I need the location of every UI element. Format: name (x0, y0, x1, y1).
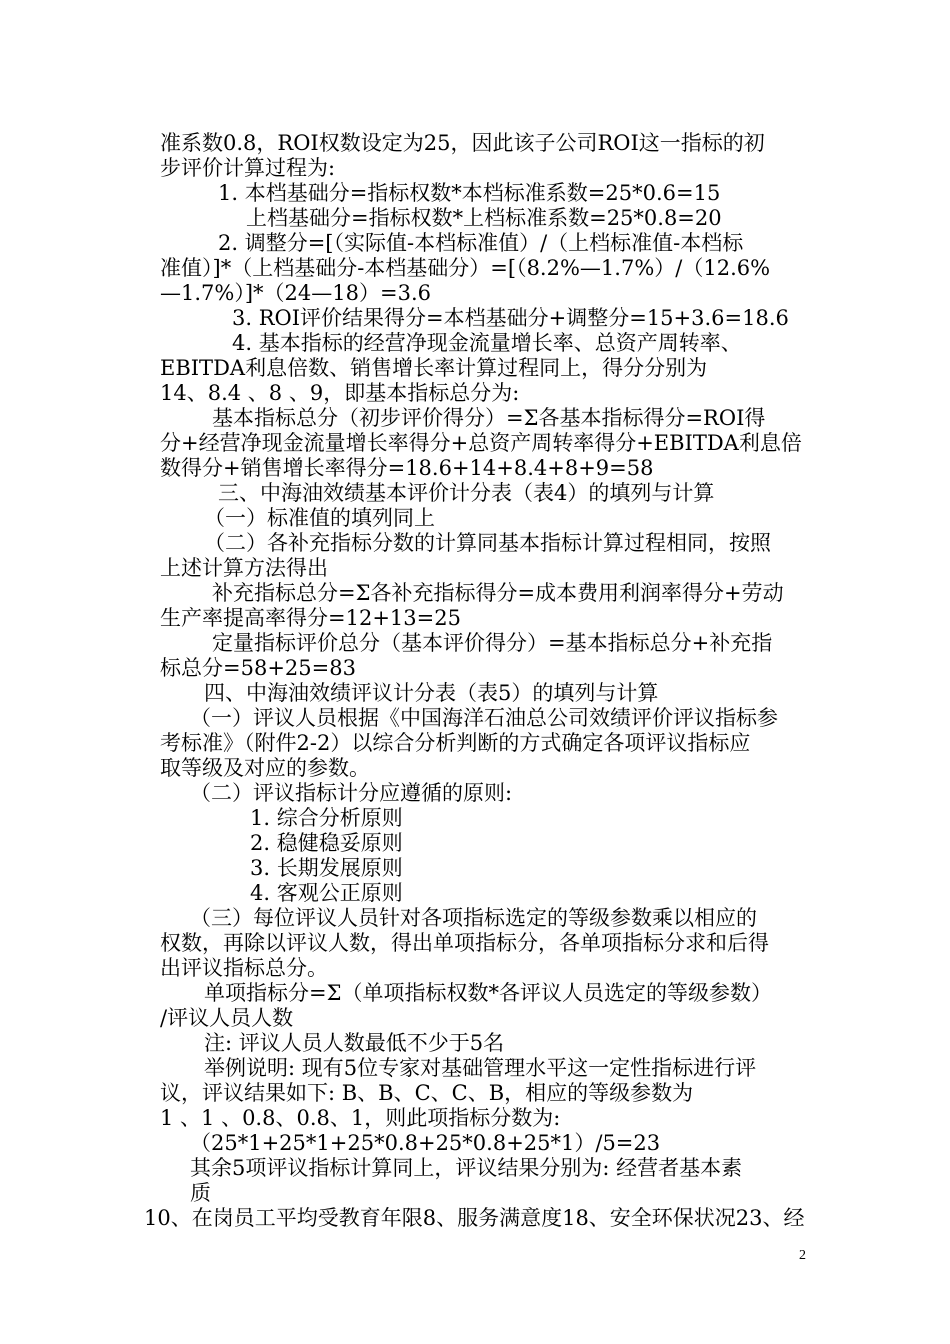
text-line-20: 生产率提高率得分=12+13=25 (160, 606, 461, 630)
text-line-3: 1. 本档基础分=指标权数*本档标准系数=25*0.6=15 (218, 181, 721, 205)
text-line-16: （一）标准值的填列同上 (204, 506, 435, 530)
text-line-13: 分+经营净现金流量增长率得分+总资产周转率得分+EBITDA利息倍 (160, 431, 802, 455)
text-line-33: 权数，再除以评议人数，得出单项指标分，各单项指标分求和后得 (160, 931, 769, 955)
text-line-18: 上述计算方法得出 (160, 556, 328, 580)
text-line-34: 出评议指标总分。 (160, 956, 328, 980)
principle-item-1: 1. 综合分析原则 (250, 806, 403, 830)
formula-line-2: /评议人员人数 (160, 1006, 294, 1030)
text-line-8: 3. ROI评价结果得分=本档基础分+调整分=15+3.6=18.6 (232, 306, 789, 330)
text-line-11: 14、8.4 、8 、9，即基本指标总分为: (160, 381, 520, 405)
principle-item-4: 4. 客观公正原则 (250, 881, 403, 905)
text-line-39: 议，评议结果如下: B、B、C、C、B，相应的等级参数为 (160, 1081, 694, 1105)
text-line-25: 考标准》（附件2-2）以综合分析判断的方式确定各项评议指标应 (160, 731, 751, 755)
formula-line-3: （25*1+25*1+25*0.8+25*0.8+25*1）/5=23 (190, 1131, 661, 1155)
text-line-38: 举例说明: 现有5位专家对基础管理水平这一定性指标进行评 (204, 1056, 757, 1080)
text-line-10: EBITDA利息倍数、销售增长率计算过程同上，得分分别为 (160, 356, 708, 380)
text-line-32: （三）每位评议人员针对各项指标选定的等级参数乘以相应的 (190, 906, 757, 930)
principle-item-3: 3. 长期发展原则 (250, 856, 403, 880)
section-heading-3: 三、中海油效绩基本评价计分表（表4）的填列与计算 (218, 481, 715, 505)
text-line-5: 2. 调整分=[（实际值-本档标准值）/（上档标准值-本档标 (218, 231, 744, 255)
text-line-19: 补充指标总分=Σ各补充指标得分=成本费用利润率得分+劳动 (212, 581, 784, 605)
note-line: 注: 评议人员人数最低不少于5名 (204, 1031, 505, 1055)
section-heading-4: 四、中海油效绩评议计分表（表5）的填列与计算 (204, 681, 659, 705)
text-line-24: （一）评议人员根据《中国海洋石油总公司效绩评价评议指标参 (190, 706, 778, 730)
text-line-17: （二）各补充指标分数的计算同基本指标计算过程相同，按照 (204, 531, 771, 555)
text-line-27: （二）评议指标计分应遵循的原则: (190, 781, 513, 805)
text-line-40: 1 、1 、0.8、0.8、1，则此项指标分数为: (160, 1106, 561, 1130)
text-line-12: 基本指标总分（初步评价得分）=Σ各基本指标得分=ROI得 (212, 406, 766, 430)
text-line-21: 定量指标评价总分（基本评价得分）=基本指标总分+补充指 (212, 631, 773, 655)
text-line-22: 标总分=58+25=83 (160, 656, 356, 680)
formula-line-1: 单项指标分=Σ（单项指标权数*各评议人员选定的等级参数） (204, 981, 772, 1005)
text-line-6: 准值）]*（上档基础分-本档基础分）=[（8.2%—1.7%）/（12.6% (160, 256, 771, 280)
text-line-14: 数得分+销售增长率得分=18.6+14+8.4+8+9=58 (160, 456, 654, 480)
text-line-1: 准系数0.8，ROI权数设定为25，因此该子公司ROI这一指标的初 (160, 131, 765, 155)
text-line-26: 取等级及对应的参数。 (160, 756, 370, 780)
text-line-2: 步评价计算过程为: (160, 156, 336, 180)
principle-item-2: 2. 稳健稳妥原则 (250, 831, 403, 855)
text-line-7: —1.7%）]*（24—18）=3.6 (160, 281, 431, 305)
page-number: 2 (799, 1248, 806, 1263)
text-line-42: 其余5项评议指标计算同上，评议结果分别为: 经营者基本素 (190, 1156, 743, 1180)
text-line-9: 4. 基本指标的经营净现金流量增长率、总资产周转率、 (232, 331, 742, 355)
text-line-4: 上档基础分=指标权数*上档标准系数=25*0.8=20 (246, 206, 722, 230)
text-line-43: 质 (190, 1181, 211, 1205)
text-line-44: 10、在岗员工平均受教育年限8、服务满意度18、安全环保状况23、经 (144, 1206, 805, 1230)
